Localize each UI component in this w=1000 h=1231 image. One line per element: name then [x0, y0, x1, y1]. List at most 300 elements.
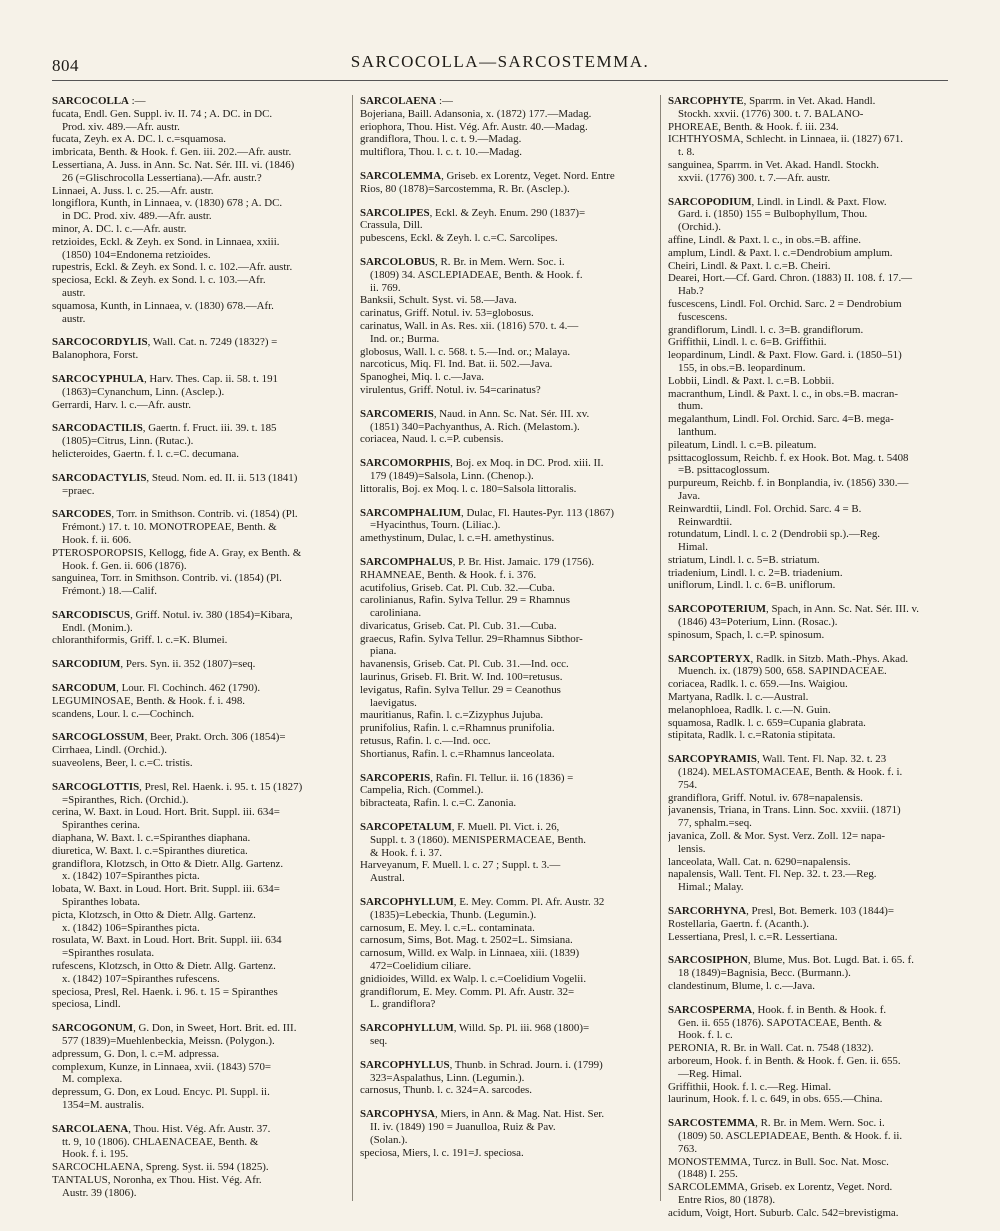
entry-line: carolinianus, Rafin. Sylva Tellur. 29 = Rhamnus — [360, 594, 570, 607]
genus-name: SARCOPHYTE — [668, 95, 744, 107]
entry-line: (Orchid.). — [678, 221, 721, 234]
genus-name: SARCOLAENA — [360, 95, 437, 107]
genus-name: SARCODACTYLIS — [52, 471, 147, 484]
genus-entry — [668, 653, 964, 743]
genus-name: SARCOMORPHIS — [360, 457, 451, 470]
genus-name: SARCOMPHALIUM — [360, 506, 462, 519]
entry-line: Gerrardi, Harv. l. c.—Afr. austr. — [52, 398, 192, 411]
genus-entry — [360, 207, 656, 245]
entry-line: squamosa, Radlk. l. c. 659=Cupania glabrata. — [668, 716, 866, 729]
genus-name: SARCOSIPHON — [668, 954, 748, 967]
column-middle — [360, 95, 656, 1170]
entry-line: caroliniana. — [370, 607, 422, 620]
entry-heading-line: SARCODUM, Lour. Fl. Cochinch. 462 (1790). — [52, 682, 261, 695]
entry-line: acutifolius, Griseb. Cat. Pl. Cub. 32.—Cuba. — [360, 581, 555, 594]
entry-line: fucata, Endl. Gen. Suppl. iv. II. 74 ; A. DC. in DC. — [52, 107, 273, 120]
entry-line: Hab.? — [678, 285, 704, 298]
entry-line: arboreum, Hook. f. in Benth. & Hook. f. Gen. ii. 655. — [668, 1054, 901, 1067]
genus-entry — [52, 658, 348, 671]
entry-line: seq. — [370, 1035, 388, 1047]
genus-name: SARCORHYNA — [668, 905, 747, 918]
entry-line: bibracteata, Rafin. l. c.=C. Zanonia. — [360, 797, 517, 810]
entry-line: lensis. — [678, 842, 706, 855]
entry-heading-line: SARCOMERIS, Naud. in Ann. Sc. Nat. Sér. III. xv. — [360, 407, 590, 420]
entry-line: lobata, W. Baxt. in Loud. Hort. Brit. Suppl. iii. 634= — [52, 883, 280, 896]
entry-line: PERONIA, R. Br. in Wall. Cat. n. 7548 (1832). — [668, 1042, 874, 1055]
entry-line: II. iv. (1849) 190 = Juanulloa, Ruiz & Pav. — [370, 1120, 556, 1133]
entry-line: Linnaei, A. Juss. l. c. 25.—Afr. austr. — [52, 184, 214, 197]
entry-line: Entre Rios, 80 (1878). — [678, 1193, 776, 1206]
entry-line: depressum, G. Don, ex Loud. Encyc. Pl. Suppl. ii. — [52, 1086, 270, 1099]
entry-heading-line: SARCOCYPHULA, Harv. Thes. Cap. ii. 58. t. 191 — [52, 372, 278, 385]
entry-line: fuscescens, Lindl. Fol. Orchid. Sarc. 2 = Dendrobium — [668, 297, 902, 310]
genus-name: SARCOLEMMA — [360, 169, 442, 182]
entry-line: chloranthiformis, Griff. l. c.=K. Blumei. — [52, 634, 228, 647]
entry-line: =praec. — [62, 484, 95, 497]
genus-name: SARCODES — [52, 508, 112, 521]
entry-line: austr. — [62, 286, 86, 299]
running-head: SARCOCOLLA—SARCOSTEMMA. — [350, 52, 650, 71]
entry-line: Griffithii, Hook. f. l. c.—Reg. Himal. — [668, 1080, 832, 1093]
entry-line: grandiflorum, E. Mey. Comm. Pl. Afr. Austr. 32= — [360, 985, 575, 998]
genus-name: SARCOPOTERIUM — [668, 603, 767, 616]
genus-entry — [360, 556, 656, 761]
entry-line: megalanthum, Lindl. Fol. Orchid. Sarc. 4=B. mega- — [668, 413, 894, 426]
genus-entry — [360, 457, 656, 495]
entry-line: 18 (1849)=Bagnisia, Becc. (Burmann.). — [678, 967, 851, 980]
entry-line: stipitata, Radlk. l. c.=Ratonia stipitata. — [668, 729, 836, 742]
entry-line: Hook. f. ii. 606. — [62, 533, 132, 546]
genus-entry — [668, 95, 964, 185]
genus-name: SARCOLIPES — [360, 206, 430, 219]
genus-entry — [668, 954, 964, 992]
entry-line: acidum, Voigt, Hort. Suburb. Calc. 542=brevistigma. — [668, 1206, 899, 1219]
column-right — [668, 95, 964, 1231]
entry-line: (1835)=Lebeckia, Thunb. (Legumin.). — [370, 908, 537, 921]
genus-entry — [360, 256, 656, 397]
genus-name: SARCOPODIUM — [668, 195, 752, 208]
entry-line: clandestinum, Blume, l. c.—Java. — [668, 980, 815, 992]
entry-heading-line: SARCOCORDYLIS, Wall. Cat. n. 7249 (1832?) = — [52, 336, 278, 349]
genus-entry — [668, 1117, 964, 1219]
entry-line: Cheiri, Lindl. & Paxt. l. c.=B. Cheiri. — [668, 259, 831, 272]
entry-line: minor, A. DC. l. c.—Afr. austr. — [52, 222, 187, 235]
entry-line: grandiflora, Griff. Notul. iv. 678=napalensis. — [668, 791, 863, 804]
entry-line: carinatus, Wall. in As. Res. xii. (1816) 570. t. 4.— — [360, 319, 579, 332]
entry-line: grandiflora, Klotzsch, in Otto & Dietr. Allg. Gartenz. — [52, 857, 284, 870]
entry-line: eriophora, Thou. Hist. Vég. Afr. Austr. 40.—Madag. — [360, 120, 588, 133]
page-number: 804 — [52, 56, 79, 75]
genus-name: SARCOSTEMMA — [668, 1117, 756, 1130]
genus-name: SARCOMERIS — [360, 407, 434, 420]
entry-line: carnosum, Sims, Bot. Mag. t. 2502=L. Simsiana. — [360, 934, 573, 947]
genus-entry — [52, 95, 348, 325]
genus-name: SARCOPHYSA — [360, 1108, 436, 1121]
entry-heading-line: SARCOPERIS, Rafin. Fl. Tellur. ii. 16 (1836) = — [360, 771, 574, 784]
genus-entry — [52, 1022, 348, 1112]
entry-line: SARCOCHLAENA, Spreng. Syst. ii. 594 (1825). — [52, 1161, 269, 1174]
entry-line: affine, Lindl. & Paxt. l. c., in obs.=B. affine. — [668, 233, 861, 246]
entry-line: Martyana, Radlk. l. c.—Austral. — [668, 691, 809, 704]
entry-line: uniflorum, Lindl. l. c. 6=B. uniflorum. — [668, 579, 836, 592]
entry-line: piana. — [370, 645, 397, 658]
entry-line: t. 8. — [678, 146, 695, 159]
entry-line: 754. — [678, 778, 698, 791]
entry-heading-line: SARCODISCUS, Griff. Notul. iv. 380 (1854)=Kibara, — [52, 608, 293, 621]
entry-line: Crassula, Dill. — [360, 219, 423, 232]
genus-name: SARCOGLOTTIS — [52, 780, 140, 793]
entry-line: Suppl. t. 3 (1860). MENISPERMACEAE, Benth. — [370, 833, 587, 846]
entry-line: Spiranthes lobata. — [62, 896, 141, 909]
entry-heading-line: SARCOPHYLLUS, Thunb. in Schrad. Journ. i. (1799) — [360, 1058, 603, 1071]
entry-line: cerina, W. Baxt. in Loud. Hort. Brit. Suppl. iii. 634= — [52, 806, 280, 819]
entry-line: (1850) 104=Endonema retzioides. — [62, 248, 211, 261]
entry-line: L. grandiflora? — [370, 998, 436, 1011]
entry-line: RHAMNEAE, Benth. & Hook. f. i. 376. — [360, 568, 537, 581]
entry-line: speciosa, Lindl. — [52, 998, 121, 1011]
entry-line: purpureum, Reichb. f. in Bonplandia, iv. (1856) 330.— — [668, 477, 909, 490]
entry-heading-line: SARCODACTILIS, Gaertn. f. Fruct. iii. 39. t. 185 — [52, 422, 277, 435]
entry-line: napalensis, Wall. Tent. Fl. Nep. 32. t. 23.—Reg. — [668, 868, 877, 881]
entry-line: x. (1842) 106=Spiranthes picta. — [62, 921, 200, 934]
entry-line: Rostellaria, Gaertn. f. (Acanth.). — [668, 917, 809, 930]
entry-heading-line: SARCOPHYLLUM, E. Mey. Comm. Pl. Afr. Austr. 32 — [360, 896, 605, 909]
entry-line: pileatum, Lindl. l. c.=B. pileatum. — [668, 438, 817, 451]
entry-line: macranthum, Lindl. & Paxt. l. c., in obs.=B. macran- — [668, 387, 898, 400]
entry-line: 577 (1839)=Muehlenbeckia, Meissn. (Polygon.). — [62, 1035, 275, 1047]
entry-line: laurinus, Griseb. Fl. Brit. W. Ind. 100=retusus. — [360, 671, 563, 684]
entry-heading-line: SARCOSPERMA, Hook. f. in Benth. & Hook. f. — [668, 1003, 887, 1016]
genus-name: SARCOMPHALUS — [360, 555, 453, 568]
entry-line: (1851) 340=Pachyanthus, A. Rich. (Melastom.). — [370, 420, 580, 433]
entry-line: amethystinum, Dulac, l. c.=H. amethystinus. — [360, 532, 555, 545]
genus-name: SARCOPHYLLUM — [360, 896, 454, 909]
entry-heading-line: SARCOSTEMMA, R. Br. in Mem. Wern. Soc. i. — [668, 1117, 885, 1130]
entry-heading-line: SARCOGLOTTIS, Presl, Rel. Haenk. i. 95. t. 15 (1827) — [52, 780, 303, 793]
entry-line: Cirrhaea, Lindl. (Orchid.). — [52, 744, 167, 757]
entry-line: 155, in obs.=B. leopardinum. — [678, 361, 806, 374]
entry-line: Griffithii, Lindl. l. c. 6=B. Griffithii. — [668, 336, 827, 349]
entry-line: coriacea, Naud. l. c.=P. cubensis. — [360, 433, 504, 446]
entry-heading-line: SARCOMORPHIS, Boj. ex Moq. in DC. Prod. xiii. II. — [360, 457, 604, 470]
entry-line: javanensis, Triana, in Trans. Linn. Soc. xxviii. (1871) — [668, 804, 901, 817]
genus-name: SARCOLAENA — [52, 1122, 129, 1135]
entry-line: multiflora, Thou. l. c. t. 10.—Madag. — [360, 146, 522, 159]
entry-line: globosus, Wall. l. c. 568. t. 5.—Ind. or.; Malaya. — [360, 345, 571, 358]
genus-name: SARCOPTERYX — [668, 652, 751, 665]
entry-line: Dearei, Hort.—Cf. Gard. Chron. (1883) II. 108. f. 17.— — [668, 272, 913, 285]
entry-line: (Solan.). — [370, 1133, 408, 1146]
entry-line: 763. — [678, 1142, 698, 1155]
entry-line: & Hook. f. i. 37. — [370, 846, 442, 859]
entry-line: in DC. Prod. xiv. 489.—Afr. austr. — [62, 210, 212, 223]
entry-line: diaphana, W. Baxt. l. c.=Spiranthes diaphana. — [52, 832, 251, 845]
entry-line: (1848) I. 255. — [678, 1168, 738, 1181]
entry-line: sanguinea, Torr. in Smithson. Contrib. vi. (1854) (Pl. — [52, 572, 282, 585]
genus-entry — [360, 1022, 656, 1048]
entry-line: leopardinum, Lindl. & Paxt. Flow. Gard. i. (1850–51) — [668, 349, 902, 362]
genus-name: SARCOLOBUS — [360, 255, 436, 268]
entry-line: tt. 9, 10 (1806). CHLAENACEAE, Benth. & — [62, 1135, 259, 1148]
entry-line: Lessertiana, Presl, l. c.=R. Lessertiana. — [668, 930, 838, 943]
entry-line: TANTALUS, Noronha, ex Thou. Hist. Vég. Afr. — [52, 1173, 262, 1186]
entry-line: suaveolens, Beer, l. c.=C. tristis. — [52, 757, 193, 770]
entry-line: 472=Coelidium ciliare. — [370, 960, 472, 973]
entry-heading-line: SARCOPHYLLUM, Willd. Sp. Pl. iii. 968 (1800)= — [360, 1022, 590, 1035]
entry-line: PHOREAE, Benth. & Hook. f. iii. 234. — [668, 120, 839, 133]
genus-entry — [360, 1059, 656, 1097]
entry-heading-line: SARCODIUM, Pers. Syn. ii. 352 (1807)=seq. — [52, 658, 256, 671]
entry-line: scandens, Lour. l. c.—Cochinch. — [52, 707, 195, 720]
entry-line: amplum, Lindl. & Paxt. l. c.=Dendrobium amplum. — [668, 246, 893, 259]
genus-entry — [360, 408, 656, 446]
entry-line: speciosa, Eckl. & Zeyh. ex Sond. l. c. 103.—Afr. — [52, 274, 266, 287]
entry-line: fuscescens. — [678, 310, 728, 323]
entry-line: mauritianus, Rafin. l. c.=Zizyphus Jujuba. — [360, 709, 544, 722]
genus-entry — [360, 772, 656, 810]
entry-line: Lessertiana, A. Juss. in Ann. Sc. Nat. Sér. III. vi. (1846) — [52, 158, 295, 171]
entry-heading-line: SARCOGONUM, G. Don, in Sweet, Hort. Brit. ed. III. — [52, 1022, 297, 1035]
entry-line: rupestris, Eckl. & Zeyh. ex Sond. l. c. 102.—Afr. austr. — [52, 261, 293, 274]
entry-line: 77, sphalm.=seq. — [678, 817, 752, 830]
entry-line: retusus, Rafin. l. c.—Ind. occ. — [360, 735, 491, 748]
entry-line: carinatus, Griff. Notul. iv. 53=globosus. — [360, 307, 534, 320]
entry-line: Austral. — [370, 872, 405, 885]
entry-line: 26 (=Glischrocolla Lessertiana).—Afr. austr.? — [62, 171, 262, 184]
entry-line: imbricata, Benth. & Hook. f. Gen. iii. 202.—Afr. austr. — [52, 146, 292, 159]
genus-entry — [360, 95, 656, 159]
entry-line: laevigatus. — [370, 696, 417, 709]
entry-line: rufescens, Klotzsch, in Otto & Dietr. Allg. Gartenz. — [52, 960, 276, 973]
entry-line: carnosum, Willd. ex Walp. in Linnaea, xiii. (1839) — [360, 947, 580, 960]
entry-heading-line: SARCOPOTERIUM, Spach, in Ann. Sc. Nat. Sér. III. v. — [668, 603, 919, 616]
entry-line: grandiflorum, Lindl. l. c. 3=B. grandiflorum. — [668, 323, 864, 336]
entry-line: speciosa, Miers, l. c. 191=J. speciosa. — [360, 1146, 524, 1159]
entry-line: rotundatum, Lindl. l. c. 2 (Dendrobii sp.).—Reg. — [668, 528, 881, 541]
genus-entry — [668, 603, 964, 641]
entry-line: helicteroides, Gaertn. f. l. c.=C. decumana. — [52, 447, 239, 460]
entry-line: levigatus, Rafin. Sylva Tellur. 29 = Ceanothus — [360, 683, 561, 696]
entry-line: x. (1842) 107=Spiranthes picta. — [62, 870, 200, 883]
entry-line: Spiranthes cerina. — [62, 819, 141, 832]
entry-line: graecus, Rafin. Sylva Tellur. 29=Rhamnus Sibthor- — [360, 632, 583, 645]
entry-line: xxvii. (1776) 300. t. 7.—Afr. austr. — [678, 171, 831, 184]
entry-line: carnosum, E. Mey. l. c.=L. contaminata. — [360, 921, 535, 934]
entry-line: Reinwardtii. — [678, 515, 733, 528]
entry-line: Harveyanum, F. Muell. l. c. 27 ; Suppl. t. 3.— — [360, 859, 561, 872]
entry-line: =Hyacinthus, Tourn. (Liliac.). — [370, 519, 501, 532]
entry-heading-line: SARCOPYRAMIS, Wall. Tent. Fl. Nap. 32. t. 23 — [668, 753, 887, 766]
entry-heading-line: SARCOPODIUM, Lindl. in Lindl. & Paxt. Flow. — [668, 195, 887, 208]
entry-heading-line: SARCOPETALUM, F. Muell. Pl. Vict. i. 26, — [360, 821, 560, 834]
entry-line: retzioides, Eckl. & Zeyh. ex Sond. in Linnaea, xxiii. — [52, 235, 280, 248]
entry-heading-line: SARCORHYNA, Presl, Bot. Bemerk. 103 (1844)= — [668, 905, 895, 918]
entry-line: 179 (1849)=Salsola, Linn. (Chenop.). — [370, 469, 534, 482]
entry-line: sanguinea, Sparrm. in Vet. Akad. Handl. Stockh. — [668, 158, 879, 171]
entry-heading-line: SARCOMPHALIUM, Dulac, Fl. Hautes-Pyr. 113 (1867) — [360, 506, 614, 519]
genus-name: SARCODIUM — [52, 658, 121, 671]
entry-line: thum. — [678, 400, 704, 413]
entry-line: Lobbii, Lindl. & Paxt. l. c.=B. Lobbii. — [668, 374, 835, 387]
entry-line: ii. 769. — [370, 281, 401, 294]
entry-line: psittacoglossum, Reichb. f. ex Hook. Bot. Mag. t. 5408 — [668, 451, 909, 464]
entry-line: Shortianus, Rafin. l. c.=Rhamnus lanceolata. — [360, 747, 555, 760]
entry-line: Endl. (Monim.). — [62, 621, 133, 634]
entry-line: ICHTHYOSMA, Schlecht. in Linnaea, ii. (1827) 671. — [668, 133, 904, 146]
entry-line: melanophloea, Radlk. l. c.—N. Guin. — [668, 703, 831, 716]
genus-name: SARCOCYPHULA — [52, 372, 144, 385]
entry-line: Balanophora, Forst. — [52, 349, 139, 362]
entry-line: Muench. ix. (1879) 500, 658. SAPINDACEAE. — [678, 665, 887, 678]
entry-line: (1805)=Citrus, Linn. (Rutac.). — [62, 435, 194, 448]
entry-line: SARCOLEMMA, Griseb. ex Lorentz, Veget. Nord. — [668, 1181, 893, 1194]
genus-entry — [52, 373, 348, 411]
entry-line: (1809) 34. ASCLEPIADEAE, Benth. & Hook. f. — [370, 268, 583, 281]
entry-heading-line: SARCOLIPES, Eckl. & Zeyh. Enum. 290 (1837)= — [360, 206, 586, 219]
genus-name: SARCODUM — [52, 682, 117, 695]
entry-heading-line: SARCOLEMMA, Griseb. ex Lorentz, Veget. Nord. Entre — [360, 169, 615, 182]
entry-line: speciosa, Presl, Rel. Haenk. i. 96. t. 15 = Spiranthes — [52, 985, 278, 998]
entry-line: longiflora, Kunth, in Linnaea, v. (1830) 678 ; A. DC. — [52, 197, 283, 210]
entry-line: —Reg. Himal. — [678, 1067, 742, 1080]
genus-entry — [52, 422, 348, 460]
entry-heading-line: SARCODES, Torr. in Smithson. Contrib. vi. (1854) (Pl. — [52, 508, 298, 521]
entry-heading-line: SARCOSIPHON, Blume, Mus. Bot. Lugd. Bat. i. 65. f. — [668, 954, 914, 967]
genus-name: SARCOGLOSSUM — [52, 731, 145, 744]
genus-name: SARCODISCUS — [52, 608, 131, 621]
genus-name: SARCOPETALUM — [360, 821, 452, 834]
entry-line: Frémont.) 18.—Calif. — [62, 585, 157, 598]
genus-name: SARCOPERIS — [360, 771, 431, 784]
entry-heading-line: SARCOPHYSA, Miers, in Ann. & Mag. Nat. Hist. Ser. — [360, 1108, 605, 1121]
genus-name: SARCOCORDYLIS — [52, 336, 148, 349]
genus-entry — [360, 507, 656, 545]
entry-line: Prod. xiv. 489.—Afr. austr. — [62, 120, 180, 133]
genus-entry — [360, 821, 656, 885]
entry-line: Himal. — [678, 541, 708, 554]
entry-line: PTEROSPOROPSIS, Kellogg, fide A. Gray, ex Benth. & — [52, 546, 302, 559]
entry-heading-line: SARCOLOBUS, R. Br. in Mem. Wern. Soc. i. — [360, 255, 565, 268]
entry-line: triadenium, Lindl. l. c. 2=B. triadenium. — [668, 566, 843, 579]
entry-line: =Spiranthes, Rich. (Orchid.). — [62, 793, 189, 806]
genus-name: SARCOPHYLLUS — [360, 1058, 450, 1071]
entry-line: M. complexa. — [62, 1073, 123, 1086]
entry-heading-line: SARCOPHYTE, Sparrm. in Vet. Akad. Handl. — [668, 95, 876, 107]
entry-line: diuretica, W. Baxt. l. c.=Spiranthes diuretica. — [52, 844, 248, 857]
entry-line: Austr. 39 (1806). — [62, 1186, 137, 1199]
entry-line: Bojeriana, Baill. Adansonia, x. (1872) 177.—Madag. — [360, 107, 592, 120]
entry-heading-line: SARCOMPHALUS, P. Br. Hist. Jamaic. 179 (1756). — [360, 555, 595, 568]
entry-heading-line: SARCODACTYLIS, Steud. Nom. ed. II. ii. 513 (1841) — [52, 471, 298, 484]
genus-entry — [360, 896, 656, 1011]
genus-name: SARCOGONUM — [52, 1022, 134, 1035]
genus-entry — [52, 472, 348, 498]
entry-line: (1846) 43=Poterium, Linn. (Rosac.). — [678, 616, 838, 629]
genus-entry — [52, 336, 348, 362]
entry-line: 323=Aspalathus, Linn. (Legumin.). — [370, 1071, 525, 1084]
entry-line: carnosus, Thunb. l. c. 324=A. sarcodes. — [360, 1084, 532, 1097]
entry-line: laurinum, Hook. f. l. c. 649, in obs. 655.—China. — [668, 1093, 883, 1106]
entry-line: javanica, Zoll. & Mor. Syst. Verz. Zoll. 12= napa- — [668, 830, 886, 843]
entry-line: LEGUMINOSAE, Benth. & Hook. f. i. 498. — [52, 694, 245, 707]
genus-entry — [360, 1108, 656, 1159]
genus-entry — [668, 905, 964, 943]
entry-heading-line: SARCOCOLLA :— — [52, 95, 146, 107]
genus-entry — [668, 1004, 964, 1106]
entry-line: Spanoghei, Miq. l. c.—Java. — [360, 371, 485, 384]
entry-line: havanensis, Griseb. Cat. Pl. Cub. 31.—Ind. occ. — [360, 658, 569, 671]
entry-line: (1824). MELASTOMACEAE, Benth. & Hook. f. i. — [678, 766, 903, 779]
entry-line: Gen. ii. 655 (1876). SAPOTACEAE, Benth. & — [678, 1016, 882, 1029]
entry-line: divaricatus, Griseb. Cat. Pl. Cub. 31.—Cuba. — [360, 619, 557, 632]
genus-name: SARCODACTILIS — [52, 422, 143, 435]
entry-line: Himal.; Malay. — [678, 881, 744, 894]
entry-line: =Spiranthes rosulata. — [62, 947, 155, 960]
entry-line: lanthum. — [678, 425, 717, 438]
genus-name: SARCOSPERMA — [668, 1003, 753, 1016]
column-left — [52, 95, 348, 1211]
entry-line: prunifolius, Rafin. l. c.=Rhamnus prunifolia. — [360, 722, 555, 735]
entry-line: Banksii, Schult. Syst. vi. 58.—Java. — [360, 294, 517, 307]
entry-line: (1809) 50. ASCLEPIADEAE, Benth. & Hook. f. ii. — [678, 1129, 903, 1142]
genus-name: SARCOPYRAMIS — [668, 753, 757, 766]
entry-line: Ind. or.; Burma. — [370, 332, 440, 345]
entry-line: pubescens, Eckl. & Zeyh. l. c.=C. Sarcolipes. — [360, 232, 558, 245]
entry-line: narcoticus, Miq. Fl. Ind. Bat. ii. 502.—Java. — [360, 358, 553, 371]
entry-heading-line: SARCOLAENA, Thou. Hist. Vég. Afr. Austr. 37. — [52, 1122, 271, 1135]
entry-line: Reinwardtii, Lindl. Fol. Orchid. Sarc. 4 = B. — [668, 502, 862, 515]
genus-name: SARCOCOLLA — [52, 95, 129, 107]
entry-line: lanceolata, Wall. Cat. n. 6290=napalensis. — [668, 855, 851, 868]
header-rule — [52, 80, 948, 81]
entry-line: Hook. f. i. 195. — [62, 1148, 129, 1161]
entry-line: Java. — [678, 489, 701, 502]
genus-entry — [668, 196, 964, 593]
genus-entry — [52, 682, 348, 720]
entry-line: 1354=M. australis. — [62, 1098, 145, 1111]
entry-line: rosulata, W. Baxt. in Loud. Hort. Brit. Suppl. iii. 634 — [52, 934, 282, 947]
entry-line: Stockh. xxvii. (1776) 300. t. 7. BALANO- — [678, 107, 864, 120]
entry-line: Hook. f. Gen. ii. 606 (1876). — [62, 559, 187, 572]
entry-heading-line: SARCOPTERYX, Radlk. in Sitzb. Math.-Phys. Akad. — [668, 652, 909, 665]
entry-line: =B. psittacoglossum. — [678, 464, 770, 477]
entry-line: Frémont.) 17. t. 10. MONOTROPEAE, Benth. & — [62, 521, 277, 534]
genus-entry — [52, 781, 348, 1011]
entry-line: Rios, 80 (1878)=Sarcostemma, R. Br. (Asclep.). — [360, 182, 570, 195]
genus-entry — [52, 1123, 348, 1200]
entry-line: Hook. f. l. c. — [678, 1029, 733, 1042]
entry-line: complexum, Kunze, in Linnaea, xvii. (1843) 570= — [52, 1060, 272, 1073]
entry-heading-line: SARCOLAENA :— — [360, 95, 453, 107]
entry-line: littoralis, Boj. ex Moq. l. c. 180=Salsola littoralis. — [360, 482, 577, 495]
entry-line: coriacea, Radlk. l. c. 659.—Ins. Waigiou. — [668, 678, 848, 691]
entry-line: striatum, Lindl. l. c. 5=B. striatum. — [668, 553, 820, 566]
entry-line: squamosa, Kunth, in Linnaea, v. (1830) 678.—Afr. — [52, 299, 274, 312]
entry-line: (1863)=Cynanchum, Linn. (Asclep.). — [62, 385, 225, 398]
entry-line: fucata, Zeyh. ex A. DC. l. c.=squamosa. — [52, 133, 226, 146]
entry-line: virulentus, Griff. Notul. iv. 54=carinatus? — [360, 383, 541, 396]
entry-line: MONOSTEMMA, Turcz. in Bull. Soc. Nat. Mosc. — [668, 1155, 889, 1168]
genus-entry — [52, 508, 348, 598]
genus-entry — [52, 731, 348, 769]
genus-entry — [52, 609, 348, 647]
entry-line: adpressum, G. Don, l. c.=M. adpressa. — [52, 1047, 220, 1060]
entry-line: picta, Klotzsch, in Otto & Dietr. Allg. Gartenz. — [52, 908, 256, 921]
entry-line: spinosum, Spach, l. c.=P. spinosum. — [668, 628, 825, 641]
entry-line: grandiflora, Thou. l. c. t. 9.—Madag. — [360, 133, 522, 146]
genus-entry — [668, 753, 964, 894]
genus-entry — [360, 170, 656, 196]
